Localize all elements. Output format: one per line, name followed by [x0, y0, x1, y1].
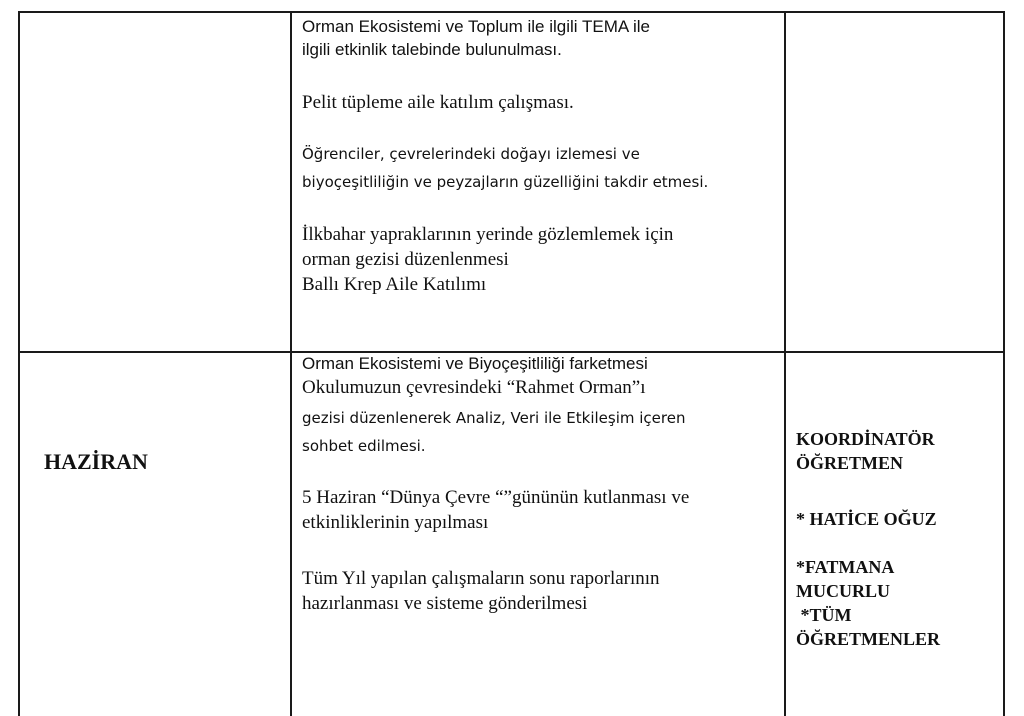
text-line: 5 Haziran “Dünya Çevre “”gününün kutlanması ve [302, 487, 690, 508]
text-line: ilgili etkinlik talebinde bulunulması. [302, 40, 562, 59]
responsible-coordinator [796, 427, 935, 475]
text-line: Orman Ekosistemi ve Biyoçeşitliliği farketmesi [302, 354, 648, 373]
column-divider-2 [784, 11, 786, 716]
text-line: *FATMANA [796, 557, 895, 577]
text-line: Orman Ekosistemi ve Toplum ile ilgili TEMA ile [302, 17, 650, 36]
text-line: *TÜM [796, 605, 852, 625]
text-line: Ballı Krep Aile Katılımı [302, 274, 487, 295]
text-line: orman gezisi düzenlenmesi [302, 249, 509, 270]
text-line: hazırlanması ve sisteme gönderilmesi [302, 593, 588, 614]
text-line: biyoçeşitliliğin ve peyzajların güzelliğini takdir etmesi. [302, 173, 709, 191]
activity-row1-1 [302, 15, 650, 61]
activity-row2-4 [302, 485, 689, 535]
text-line: Öğrenciler, çevrelerindeki doğayı izlemesi ve [302, 145, 640, 163]
text-line: İlkbahar yapraklarının yerinde gözlemlemek için [302, 224, 674, 245]
text-line: ÖĞRETMEN [796, 453, 904, 473]
activity-row1-4 [302, 222, 673, 297]
text-line: ÖĞRETMENLER [796, 629, 941, 649]
table-left-border [18, 11, 20, 716]
month-label: HAZİRAN [44, 449, 148, 474]
text-line: Pelit tüpleme aile katılım çalışması. [302, 92, 574, 113]
text-line: KOORDİNATÖR [796, 429, 935, 449]
text-line: Okulumuzun çevresindeki “Rahmet Orman”ı [302, 377, 646, 398]
activity-row2-3 [302, 404, 685, 460]
text-line: sohbet edilmesi. [302, 437, 426, 455]
responsible-teacher-2 [796, 555, 940, 651]
table-top-border [18, 11, 1005, 13]
activity-row2-2 [302, 375, 645, 400]
activity-row2-1 [302, 352, 648, 375]
column-divider-1 [290, 11, 292, 716]
activity-row2-5 [302, 566, 660, 616]
text-line: MUCURLU [796, 581, 890, 601]
text-line: gezisi düzenlenerek Analiz, Veri ile Etkileşim içeren [302, 409, 686, 427]
table-right-border [1003, 11, 1005, 716]
activity-row1-3 [302, 140, 708, 196]
text-line: Tüm Yıl yapılan çalışmaların sonu raporlarının [302, 568, 660, 589]
text-line: * HATİCE OĞUZ [796, 509, 937, 529]
responsible-teacher-1 [796, 507, 937, 531]
activity-row1-2 [302, 90, 574, 115]
text-line: etkinliklerinin yapılması [302, 512, 489, 533]
